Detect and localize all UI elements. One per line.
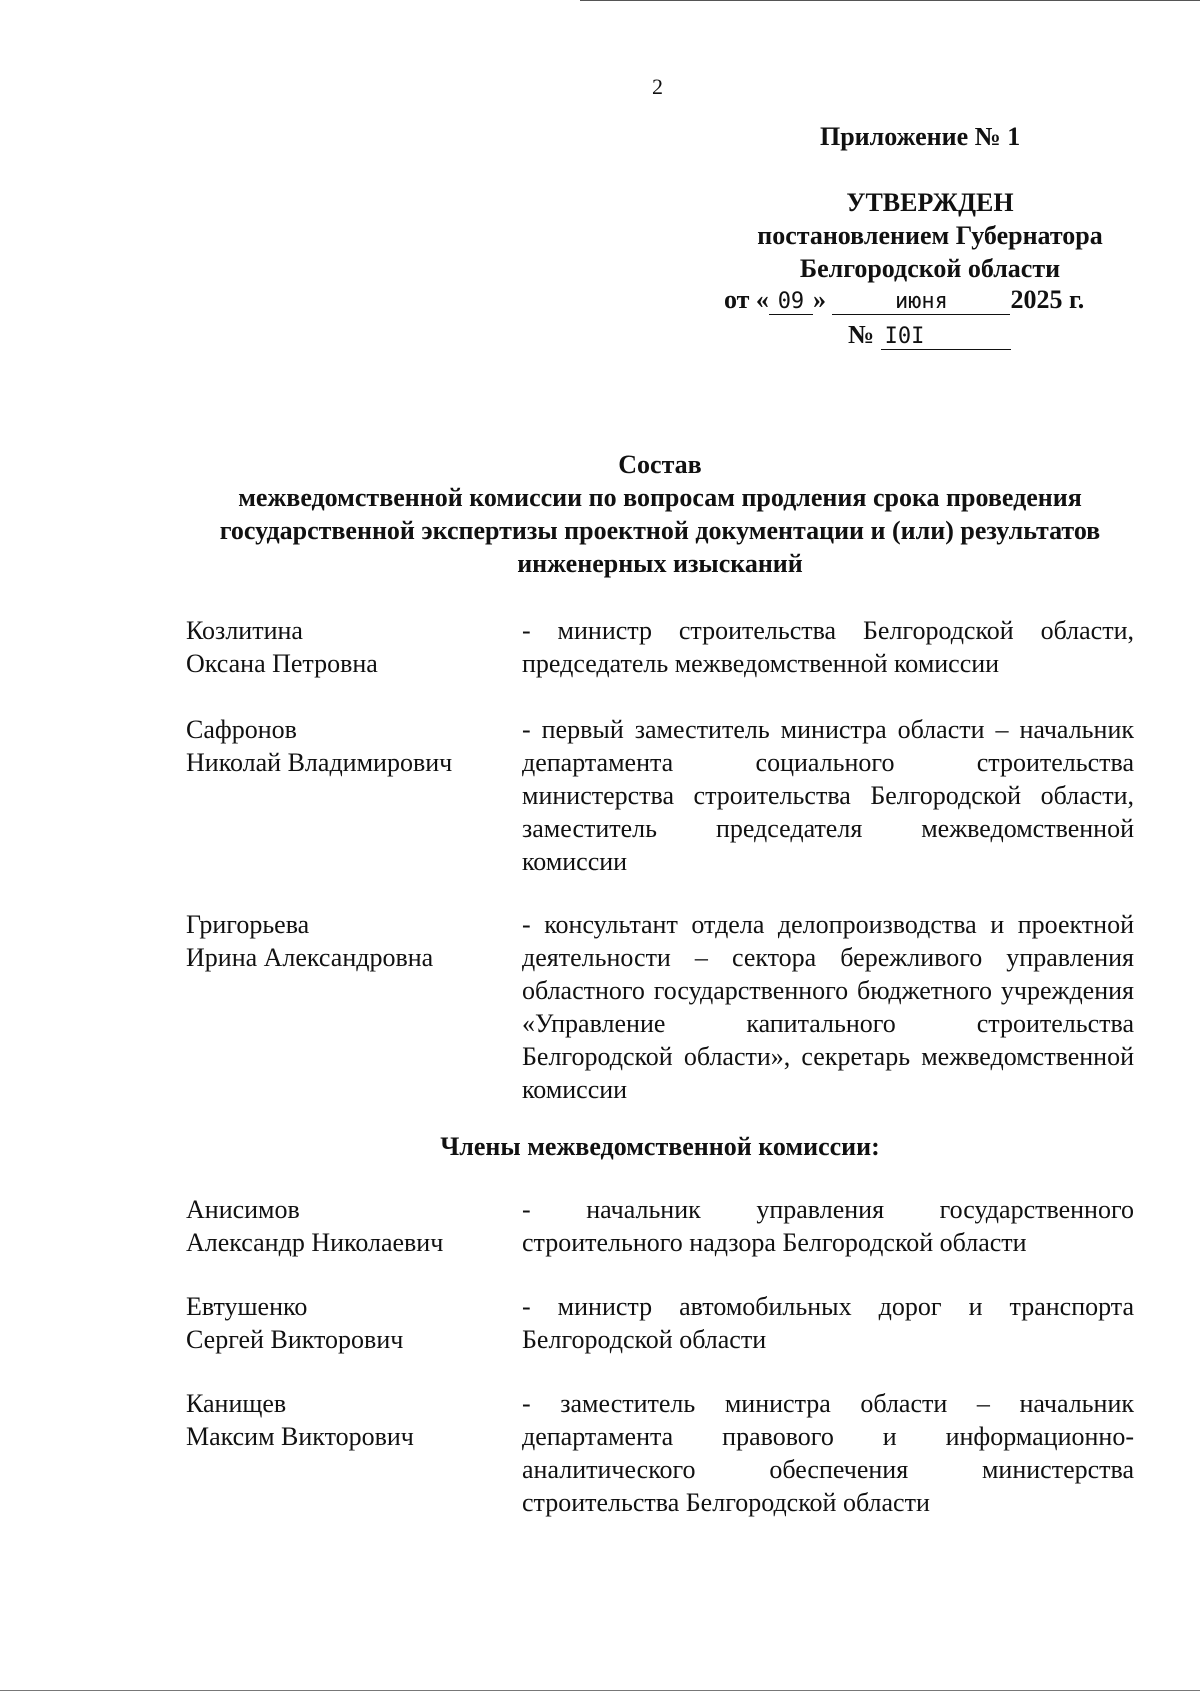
member-name bbox=[186, 614, 516, 680]
member-role: - консультант отдела делопроизводства и проектной деятельности – сектора бережливого управления областного государственного бюджетного учреждения «Управление капитального строительства Белгородской области», секретарь межведомственной комиссии bbox=[522, 910, 1134, 1104]
member-given-name: Оксана Петровна bbox=[186, 649, 378, 678]
member-surname: Евтушенко bbox=[186, 1292, 308, 1321]
approval-line: УТВЕРЖДЕН bbox=[846, 188, 1014, 217]
member-name bbox=[186, 908, 516, 974]
approval-line: Белгородской области bbox=[799, 254, 1061, 283]
member-given-name: Александр Николаевич bbox=[186, 1228, 444, 1257]
member-name bbox=[186, 713, 516, 779]
member-surname: Анисимов bbox=[186, 1195, 300, 1224]
approval-number bbox=[848, 320, 1011, 350]
title-subheading-line: межведомственной комиссии по вопросам продления срока проведения bbox=[238, 483, 1082, 512]
date-mid: » bbox=[812, 285, 826, 314]
page-number: 2 bbox=[652, 74, 663, 99]
member-given-name: Ирина Александровна bbox=[186, 943, 434, 972]
title-subheading-line: инженерных изысканий bbox=[517, 549, 803, 578]
members-heading: Члены межведомственной комиссии: bbox=[440, 1132, 880, 1161]
date-year: 2025 г. bbox=[1010, 285, 1085, 314]
member-given-name: Максим Викторович bbox=[186, 1422, 414, 1451]
member-surname: Козлитина bbox=[186, 616, 303, 645]
member-role: - министр автомобильных дорог и транспорта Белгородской области bbox=[522, 1292, 1134, 1354]
member-given-name: Николай Владимирович bbox=[186, 748, 453, 777]
member-role: - начальник управления государственного строительного надзора Белгородской области bbox=[522, 1195, 1134, 1257]
member-role: - министр строительства Белгородской области, председатель межведомственной комиссии bbox=[522, 616, 1134, 678]
member-name bbox=[186, 1290, 516, 1356]
appendix-label: Приложение № 1 bbox=[820, 122, 1021, 151]
approval-date bbox=[724, 285, 1084, 315]
member-role: - заместитель министра области – начальник департамента правового и информационно-аналитического обеспечения министерства строительства Белгородской области bbox=[522, 1389, 1134, 1517]
title-subheading-line: государственной экспертизы проектной документации и (или) результатов bbox=[219, 516, 1101, 545]
date-day: 09 bbox=[769, 289, 813, 315]
approval-line: постановлением Губернатора bbox=[757, 221, 1103, 250]
member-name bbox=[186, 1193, 516, 1259]
number-value: I0I bbox=[881, 324, 1011, 350]
top-rule bbox=[580, 0, 1200, 1]
bottom-rule bbox=[0, 1690, 1200, 1691]
member-surname: Григорьева bbox=[186, 910, 310, 939]
date-month: июня bbox=[832, 289, 1010, 315]
approval-block bbox=[720, 186, 1140, 285]
member-role: - первый заместитель министра области – начальник департамента социального строительства министерства строительства Белгородской области, заместитель председателя межведомственной комиссии bbox=[522, 715, 1134, 876]
number-prefix: № bbox=[848, 320, 875, 349]
member-surname: Сафронов bbox=[186, 715, 297, 744]
member-given-name: Сергей Викторович bbox=[186, 1325, 404, 1354]
member-name bbox=[186, 1387, 516, 1453]
document-title bbox=[150, 448, 1170, 580]
date-prefix: от « bbox=[724, 285, 769, 314]
member-surname: Канищев bbox=[186, 1389, 287, 1418]
title-heading: Состав bbox=[618, 450, 702, 479]
